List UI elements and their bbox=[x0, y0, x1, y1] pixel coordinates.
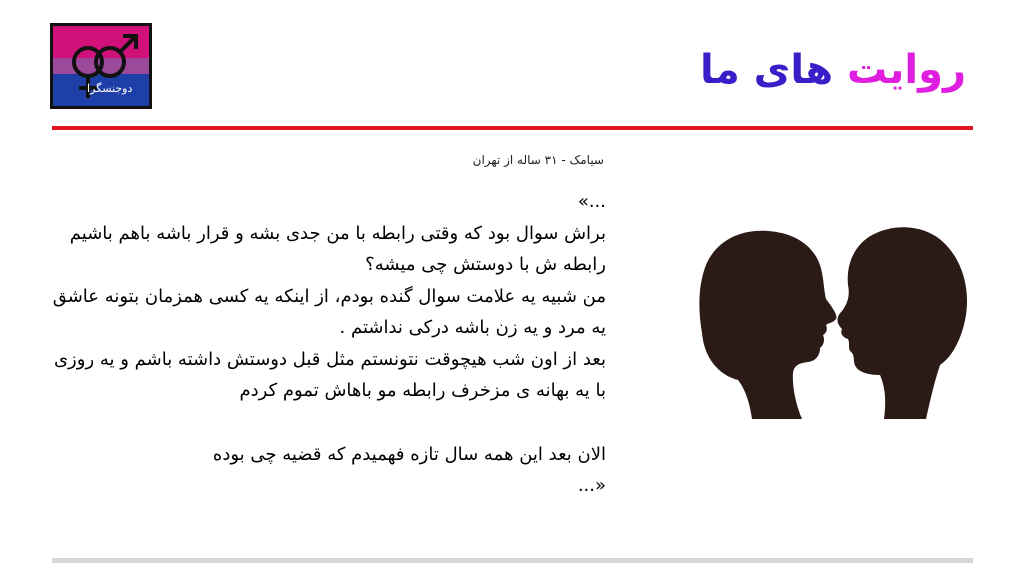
story-open-quote: ...» bbox=[577, 191, 606, 212]
story-byline: سیامک - ۳۱ ساله از تهران bbox=[472, 153, 604, 167]
man-silhouette bbox=[699, 231, 836, 419]
title-word-1: روایت bbox=[847, 47, 966, 93]
man-woman-profile-silhouettes-icon bbox=[690, 215, 980, 420]
story-paragraph-3: بعد از اون شب هیچوقت نتونستم مثل قبل دوستش داشته باشم و یه روزی با یه بهانه ی مزخرف رابطه مو باهاش تموم کردم bbox=[53, 348, 606, 401]
header-divider bbox=[52, 126, 973, 130]
footer-divider bbox=[52, 558, 973, 563]
title-word-2: های ما bbox=[699, 47, 834, 93]
story-closing-line: الان بعد این همه سال تازه فهمیدم که قضیه چی بوده bbox=[212, 443, 606, 465]
story-paragraph-2: من شبیه یه علامت سوال گنده بودم، از اینکه یه کسی همزمان بتونه عاشق یه مرد و یه زن باشه درکی نداشتم . bbox=[52, 285, 606, 338]
story-close-quote: «... bbox=[577, 475, 606, 496]
bisexual-pride-logo bbox=[50, 23, 152, 109]
story-text bbox=[50, 186, 606, 502]
woman-silhouette bbox=[838, 227, 968, 419]
logo-caption: دوجنسگرا bbox=[87, 82, 133, 95]
story-paragraph-1: براش سوال بود که وقتی رابطه با من جدی بشه و قرار باشه باهم باشیم رابطه ش با دوستش چی میشه؟ bbox=[69, 222, 606, 275]
page-title bbox=[700, 46, 966, 94]
